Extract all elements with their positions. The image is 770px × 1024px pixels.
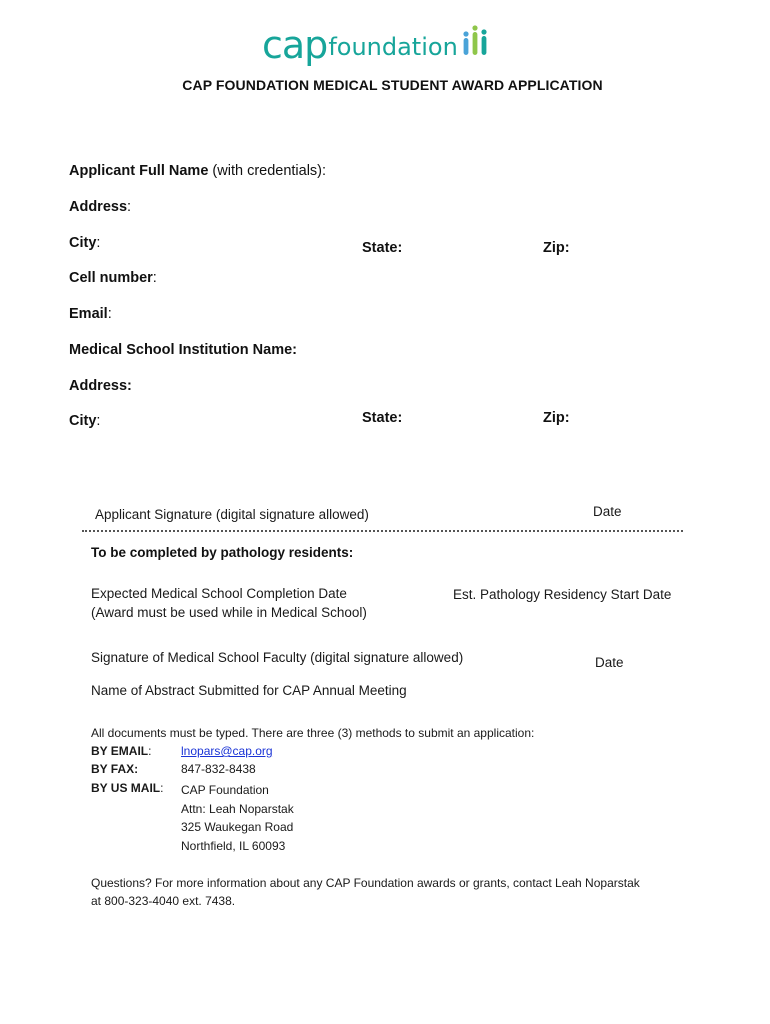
school-city-field: City: <box>69 413 101 429</box>
by-email-label: BY EMAIL: <box>91 744 152 758</box>
completion-date-note: (Award must be used while in Medical School) <box>91 605 367 620</box>
completion-date-label: Expected Medical School Completion Date <box>91 586 347 601</box>
applicant-state-label: State: <box>362 240 403 256</box>
applicant-address-label: Address <box>69 199 128 215</box>
applicant-city-field: City: <box>69 235 101 251</box>
logo-foundation-text: foundation <box>328 33 458 61</box>
residency-start-date-label: Est. Pathology Residency Start Date <box>453 587 672 602</box>
mail-line: CAP Foundation <box>181 783 269 797</box>
school-state-field <box>362 410 402 426</box>
applicant-zip-field <box>543 240 570 256</box>
form-title: CAP FOUNDATION MEDICAL STUDENT AWARD APPLICATION <box>182 77 603 93</box>
residents-heading: To be completed by pathology residents: <box>91 545 354 560</box>
applicant-state-field <box>362 240 402 256</box>
applicant-zip-label: Zip: <box>543 240 570 256</box>
applicant-address-field: Address: <box>69 199 132 215</box>
applicant-cell-label: Cell number <box>69 270 153 286</box>
school-zip-label: Zip: <box>543 410 570 426</box>
instructions-intro: All documents must be typed. There are three (3) methods to submit an application: <box>91 726 535 740</box>
section-divider <box>82 530 683 532</box>
applicant-email-label: Email <box>69 306 108 322</box>
school-state-label: State: <box>362 410 403 426</box>
faculty-signature-date-label: Date <box>595 655 624 670</box>
logo-cap-text: cap <box>262 23 328 67</box>
mail-line: 325 Waukegan Road <box>181 820 294 834</box>
questions-line-1: Questions? For more information about any CAP Foundation awards or grants, contact Leah Noparstak <box>91 876 640 890</box>
applicant-signature-label: Applicant Signature (digital signature allowed) <box>95 507 369 522</box>
cap-foundation-logo <box>262 20 491 67</box>
mail-line: Northfield, IL 60093 <box>181 838 286 853</box>
applicant-cell-field: Cell number: <box>69 270 157 286</box>
applicant-full-name-field <box>69 163 326 179</box>
applicant-email-field: Email: <box>69 306 112 322</box>
school-institution-label: Medical School Institution Name: <box>69 342 297 358</box>
school-city-label: City <box>69 413 97 429</box>
school-address-label: Address: <box>69 378 132 394</box>
mail-line: Attn: Leah Noparstak <box>181 801 294 816</box>
email-link[interactable]: lnopars@cap.org <box>181 744 273 758</box>
faculty-signature-label: Signature of Medical School Faculty (digital signature allowed) <box>91 650 464 665</box>
applicant-full-name-label: Applicant Full Name <box>69 163 209 179</box>
questions-line-2: at 800-323-4040 ext. 7438. <box>91 894 236 908</box>
by-fax-label: BY FAX: <box>91 762 139 776</box>
mailing-address <box>181 781 294 855</box>
fax-number: 847-832-8438 <box>181 762 256 776</box>
people-figures-icon <box>461 24 491 58</box>
school-address-field <box>69 378 132 394</box>
by-mail-label: BY US MAIL: <box>91 781 164 795</box>
applicant-city-label: City <box>69 235 97 251</box>
abstract-name-label: Name of Abstract Submitted for CAP Annual Meeting <box>91 683 407 698</box>
school-zip-field <box>543 410 570 426</box>
applicant-signature-date-label: Date <box>593 504 622 519</box>
applicant-full-name-note: (with credentials): <box>212 163 327 179</box>
school-institution-field <box>69 342 297 358</box>
